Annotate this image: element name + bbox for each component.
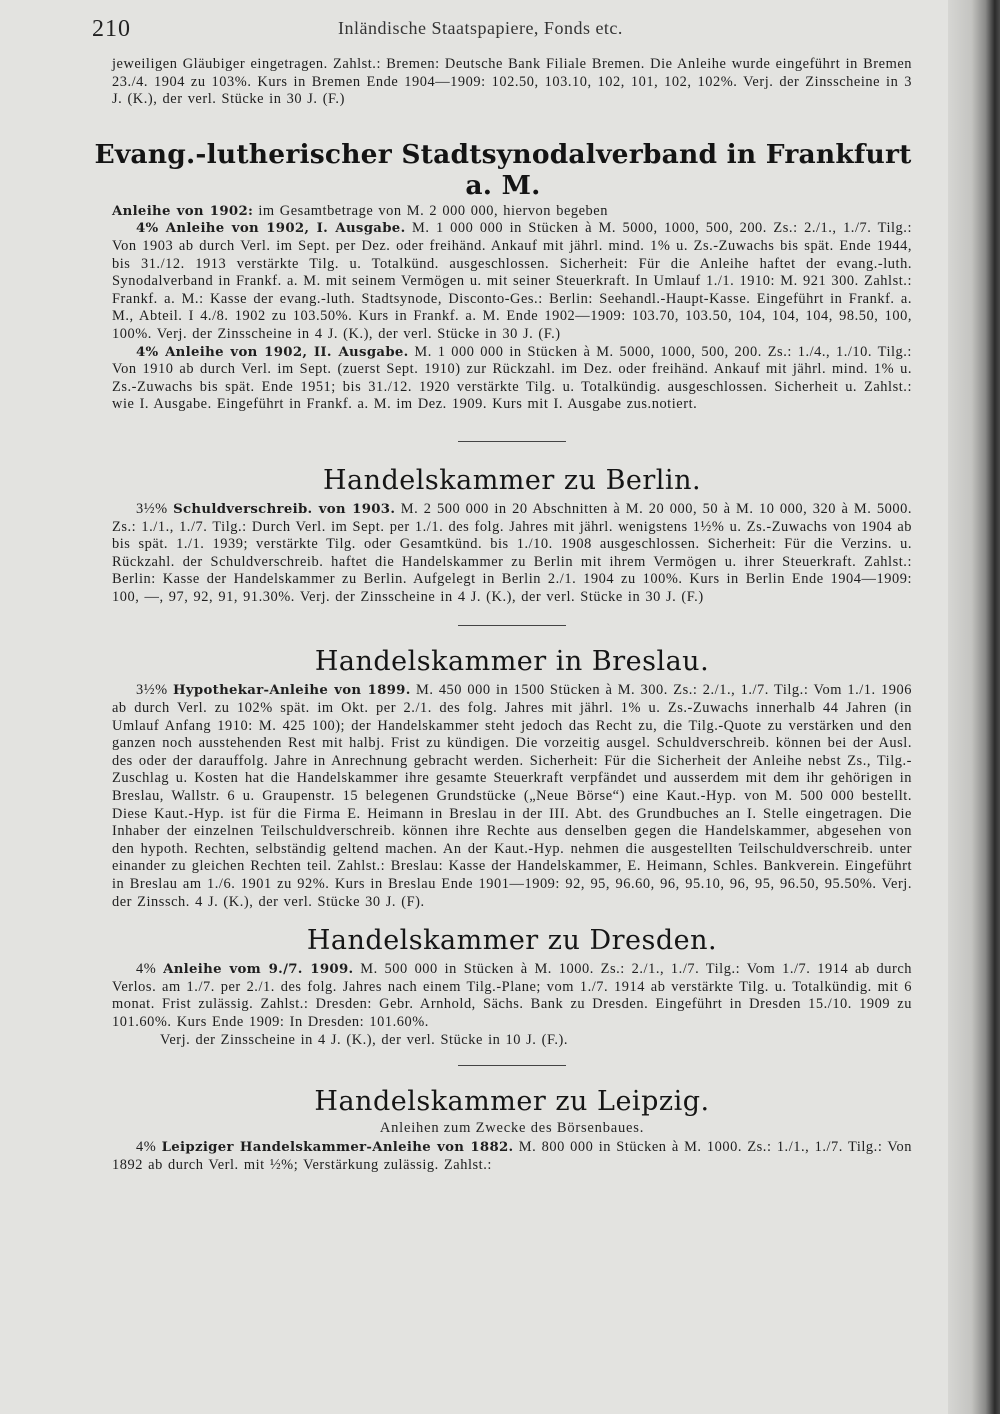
breslau-entry-1-text: M. 450 000 in 1500 Stücken à M. 300. Zs.: 2./1., 1./7. Tilg.: Vom 1./1. 1906 ab durch Verl. zu 102% spät. im Okt. per 2./1. des folg. Jahres mit jährl. 1% u. Zs.-Zuwachs innerhalb 44 Jahren (in Umlauf Anfang 1910: M. 425 100); der Handelskammer steht jedoch das Recht zu, die Tilg.-Quote zu verstärken und den ganzen noch ausstehenden Rest mit halbj. Frist zu kündigen. Die vorzeitig ausgel. Schuldverschreib. können bei der Ausl. des oder der darauffolg. Jahre in Anrechnung gebracht werden. Sicherheit: Für die Sicherheit der Anleihe nebst Zs., Tilg.-Zuschlag u. Kosten hat die Handelskammer ihre gesamte Steuerkraft verpfändet und ausserdem mit dem ihr gehörigen in Breslau, Wallstr. 6 u. Graupenstr. 15 belegenen Grundstücke („Neue Börse“) eine Kaut.-Hyp. von M. 500 000 bestellt. Diese Kaut.-Hyp. ist für die Firma E. Heimann in Breslau in der III. Abt. des Grundbuches an I. Stelle eingetragen. Die Inhaber der einzelnen Teilschuldverschreib. können ihre Rechte aus denselben gegen die Handelskammer, abgesehen von den hypoth. Rechten, selbständig geltend machen. An der Kaut.-Hyp. nehmen die ausgestellten Teilschuldverschreib. unter einander zu gleichen Rechten teil. Zahlst.: Breslau: Kasse der Handelskammer, E. Heimann, Schles. Bankverein. Eingeführt in Breslau am 1./6. 1901 zu 92%. Kurs in Breslau Ende 1901—1909: 92, 95, 96.60, 96, 95.10, 96, 95, 96.50, 95.50%. Verj. der Zinssch. 4 J. (K.), der verl. Stücke 30 J. (F). (112, 682, 913, 910)
running-title: Inländische Staatspapiere, Fonds etc. (338, 18, 623, 38)
frankfurt-entry-1 (112, 220, 912, 343)
leipzig-entry-1-label: Leipziger Handelskammer-Anleihe von 1882. (161, 1140, 514, 1156)
page-edge-shadow (948, 0, 1000, 1414)
section-title-leipzig: Handelskammer zu Leipzig. (314, 1086, 710, 1118)
page-header (92, 14, 922, 50)
dresden-entry-1-verj: Verj. der Zinsscheine in 4 J. (K.), der verl. Stücke in 10 J. (F.). (160, 1031, 568, 1048)
frankfurt-entry-2 (112, 344, 912, 414)
breslau-entry-1-label: Hypothekar-Anleihe von 1899. (172, 683, 411, 699)
section-divider (458, 441, 566, 442)
section-divider (458, 625, 566, 626)
berlin-entry-1 (112, 501, 912, 607)
leipzig-entry-1 (112, 1139, 912, 1174)
section-title-berlin: Handelskammer zu Berlin. (322, 464, 702, 496)
frankfurt-lead-label: Anleihe von 1902: (112, 203, 254, 219)
page-number: 210 (92, 16, 131, 42)
dresden-entry-1-text: M. 500 000 in Stücken à M. 1000. Zs.: 2./1., 1./7. Tilg.: Vom 1./7. 1914 ab durch Verlos. am 1./7. per 2./1. des folg. Jahres nach einem Tilg.-Plane; vom 1./7. 1914 ab verstärkte Tilg. u. Totalkündig. mit 6 monat. Frist zulässig. Zahlst.: Dresden: Gebr. Arnhold, Sächs. Bank zu Dresden. Eingeführt in Dresden 15./10. 1909 zu 101.60%. Kurs Ende 1909: In Dresden: 101.60%. (112, 961, 912, 1030)
frankfurt-lead-text: im Gesamtbetrage von M. 2 000 000, hiervon begeben (253, 202, 608, 219)
section-title-frankfurt: Evang.-lutherischer Stadtsynodalverband in Frankfurt a. M. (94, 138, 912, 201)
berlin-entry-1-text: M. 2 500 000 in 20 Abschnitten à M. 20 000, 50 à M. 10 000, 320 à M. 5000. Zs.: 1./1., 1./7. Tilg.: Durch Verl. im Sept. per 1./1. des folg. Jahres mit jährl. wenigstens 1½% u. Zs.-Zuwachs von 1904 ab bis spät. 1./1. 1939; verstärkte Tilg. oder Gesamtkünd. bis 1./10. 1908 ausgeschlossen. Sicherheit: Für die Verzins. u. Rückzahl. der Schuldverschreib. haftet die Handelskammer zu Berlin mit ihrem Vermögen u. ihrer Steuerkraft. Zahlst.: Berlin: Kasse der Handelskammer zu Berlin. Aufgelegt in Berlin 2./1. 1904 zu 100%. Kurs in Berlin Ende 1904—1909: 100, —, 97, 92, 91, 91.30%. Verj. der Zinsscheine in 4 J. (K.), der verl. Stücke in 30 J. (F.) (112, 500, 912, 605)
dresden-entry-1-rate: 4% (136, 961, 164, 978)
leipzig-subtitle: Anleihen zum Zwecke des Börsenbaues. (379, 1120, 645, 1137)
intro-paragraph: jeweiligen Gläubiger eingetragen. Zahlst.: Bremen: Deutsche Bank Filiale Bremen. Die Anleihe wurde eingeführt in Bremen 23./4. 1904 zu 103%. Kurs in Bremen Ende 1904—1909: 102.50, 103.10, 102, 101, 102, 102%. Verj. der Zinsscheine in 3 J. (K.), der verl. Stücke in 30 J. (F.) (112, 56, 912, 108)
section-divider (458, 1065, 566, 1066)
breslau-entry-1-rate: 3½% (136, 682, 173, 699)
breslau-entry-1 (112, 682, 912, 911)
page-body (94, 56, 913, 1174)
frankfurt-entry-1-text: M. 1 000 000 in Stücken à M. 5000, 1000, 500, 200. Zs.: 2./1., 1./7. Tilg.: Von 1903 ab durch Verl. im Sept. per Dez. oder freihänd. Ankauf mit jährl. mind. 1% u. Zs.-Zuwachs bis spät. Ende 1944, bis 31./12. 1913 verstärkte Tilg. u. Totalkünd. ausgeschlossen. Sicherheit: Für die Anleihe haftet der evang.-luth. Synodalverband in Frankf. a. M. mit seinem Vermögen u. mit seiner Steuerkraft. In Umlauf 1./1. 1910: M. 921 300. Zahlst.: Frankf. a. M.: Kasse der evang.-luth. Stadtsynode, Disconto-Ges.: Berlin: Seehandl.-Haupt-Kasse. Eingeführt in Frankf. a. M., Abteil. I 4./8. 1902 zu 103.50%. Kurs in Frankf. a. M. Ende 1902—1909: 103.70, 103.50, 104, 104, 104, 98.50, 100, 100%. Verj. der Zinsscheine in 4 J. (K.), der verl. Stücke in 30 J. (F.) (112, 220, 912, 342)
frankfurt-entry-2-text: M. 1 000 000 in Stücken à M. 5000, 1000, 500, 200. Zs.: 1./4., 1./10. Tilg.: Von 1910 ab durch Verl. im Sept. (zuerst Sept. 1910) zur Rückzahl. im Dez. oder freihänd. Ankauf mit jährl. mind. 1% u. Zs.-Zuwachs bis spät. Ende 1951; bis 31./12. 1920 verstärkte Tilg. u. Totalkündig. ausgeschlossen. Sicherheit u. Zahlst.: wie I. Ausgabe. Eingeführt in Frankf. a. M. im Dez. 1909. Kurs mit I. Ausgabe zus.notiert. (112, 343, 912, 413)
berlin-entry-1-label: Schuldverschreib. von 1903. (173, 501, 396, 517)
section-title-dresden: Handelskammer zu Dresden. (306, 925, 718, 957)
dresden-entry-1 (112, 961, 912, 1031)
dresden-entry-1-label: Anleihe vom 9./7. 1909. (163, 962, 354, 978)
frankfurt-entry-2-label: 4% Anleihe von 1902, II. Ausgabe. (136, 344, 409, 360)
frankfurt-lead (112, 203, 912, 221)
frankfurt-entry-1-label: 4% Anleihe von 1902, I. Ausgabe. (136, 221, 406, 237)
leipzig-entry-1-rate: 4% (136, 1139, 162, 1156)
section-title-breslau: Handelskammer in Breslau. (314, 646, 710, 678)
leipzig-entry-1-text: M. 800 000 in Stücken à M. 1000. Zs.: 1./1., 1./7. Tilg.: Von 1892 ab durch Verl. mit ½%; Verstärkung zulässig. Zahlst.: (112, 1139, 912, 1173)
berlin-entry-1-rate: 3½% (136, 500, 174, 517)
